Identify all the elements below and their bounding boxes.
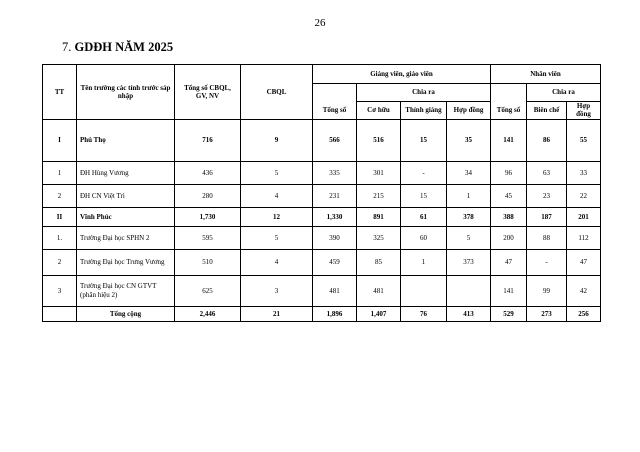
cell-lecturer-visiting: 15 — [401, 184, 447, 207]
header-staff-tenured: Biên chế — [527, 102, 567, 120]
cell-lecturer-total: 335 — [313, 161, 357, 184]
cell-lecturer-total: 1,896 — [313, 306, 357, 321]
cell-lecturer-visiting: 76 — [401, 306, 447, 321]
cell-lecturer-contract: 1 — [447, 184, 491, 207]
cell-staff-contract: 201 — [567, 207, 601, 226]
cell-cbql: 9 — [241, 119, 313, 161]
cell-staff-tenured: 63 — [527, 161, 567, 184]
cell-cbql: 5 — [241, 226, 313, 249]
cell-tt: 1 — [43, 161, 77, 184]
cell-school-name: Phú Thọ — [77, 119, 175, 161]
cell-tt: 3 — [43, 275, 77, 306]
cell-school-name: Trường Đại học SPHN 2 — [77, 226, 175, 249]
cell-staff-contract: 256 — [567, 306, 601, 321]
cell-total-staff: 716 — [175, 119, 241, 161]
header-lecturer-contract: Hợp đồng — [447, 102, 491, 120]
cell-tt: 1. — [43, 226, 77, 249]
cell-staff-contract: 47 — [567, 249, 601, 275]
cell-staff-contract: 42 — [567, 275, 601, 306]
cell-lecturer-contract: 34 — [447, 161, 491, 184]
cell-staff-total: 45 — [491, 184, 527, 207]
cell-total-staff: 510 — [175, 249, 241, 275]
cell-tt: 2 — [43, 249, 77, 275]
table-row — [43, 226, 601, 249]
cell-school-name: Vĩnh Phúc — [77, 207, 175, 226]
cell-total-staff: 625 — [175, 275, 241, 306]
cell-total-staff: 595 — [175, 226, 241, 249]
cell-school-name: Tổng cộng — [77, 306, 175, 321]
cell-school-name: ĐH CN Việt Trì — [77, 184, 175, 207]
table-row — [43, 207, 601, 226]
staff-table — [42, 64, 601, 322]
cell-lecturer-contract: 5 — [447, 226, 491, 249]
cell-staff-tenured: 273 — [527, 306, 567, 321]
cell-staff-contract: 33 — [567, 161, 601, 184]
cell-staff-total: 96 — [491, 161, 527, 184]
cell-school-name: Trường Đại học CN GTVT (phân hiệu 2) — [77, 275, 175, 306]
header-tt: TT — [43, 65, 77, 120]
cell-lecturer-contract — [447, 275, 491, 306]
cell-staff-total: 47 — [491, 249, 527, 275]
cell-school-name: Trường Đại học Trưng Vương — [77, 249, 175, 275]
cell-staff-tenured: 88 — [527, 226, 567, 249]
cell-staff-tenured: 23 — [527, 184, 567, 207]
section-number: 7. — [62, 40, 72, 54]
cell-tt: II — [43, 207, 77, 226]
cell-staff-total: 141 — [491, 119, 527, 161]
cell-lecturer-total: 231 — [313, 184, 357, 207]
cell-staff-tenured: 86 — [527, 119, 567, 161]
cell-staff-tenured: - — [527, 249, 567, 275]
table-row — [43, 119, 601, 161]
cell-lecturer-total: 481 — [313, 275, 357, 306]
cell-staff-total: 200 — [491, 226, 527, 249]
cell-tt: 2 — [43, 184, 77, 207]
cell-lecturer-permanent: 325 — [357, 226, 401, 249]
cell-lecturer-visiting: 61 — [401, 207, 447, 226]
cell-lecturer-permanent: 516 — [357, 119, 401, 161]
cell-staff-contract: 112 — [567, 226, 601, 249]
cell-staff-tenured: 99 — [527, 275, 567, 306]
cell-lecturer-visiting — [401, 275, 447, 306]
header-lecturers-group: Giảng viên, giáo viên — [313, 65, 491, 84]
cell-school-name: ĐH Hùng Vương — [77, 161, 175, 184]
section-heading: GDĐH NĂM 2025 — [74, 40, 174, 54]
cell-staff-total: 388 — [491, 207, 527, 226]
cell-tt: I — [43, 119, 77, 161]
cell-lecturer-contract: 378 — [447, 207, 491, 226]
cell-staff-tenured: 187 — [527, 207, 567, 226]
header-staff-group: Nhân viên — [491, 65, 601, 84]
cell-lecturer-permanent: 481 — [357, 275, 401, 306]
table-body — [43, 119, 601, 321]
cell-tt — [43, 306, 77, 321]
cell-lecturer-contract: 373 — [447, 249, 491, 275]
cell-cbql: 4 — [241, 249, 313, 275]
table-row — [43, 275, 601, 306]
cell-staff-total: 141 — [491, 275, 527, 306]
cell-lecturer-total: 566 — [313, 119, 357, 161]
cell-total-staff: 280 — [175, 184, 241, 207]
header-lecturer-breakdown: Chia ra — [357, 84, 491, 102]
cell-lecturer-permanent: 891 — [357, 207, 401, 226]
cell-lecturer-total: 459 — [313, 249, 357, 275]
cell-staff-total: 529 — [491, 306, 527, 321]
table-row — [43, 306, 601, 321]
cell-lecturer-permanent: 1,407 — [357, 306, 401, 321]
cell-total-staff: 2,446 — [175, 306, 241, 321]
header-lecturer-permanent: Cơ hữu — [357, 102, 401, 120]
header-cbql: CBQL — [241, 65, 313, 120]
cell-lecturer-visiting: 1 — [401, 249, 447, 275]
header-school: Tên trường các tỉnh trước sáp nhập — [77, 65, 175, 120]
header-total-staff: Tổng số CBQL, GV, NV — [175, 65, 241, 120]
cell-staff-contract: 55 — [567, 119, 601, 161]
header-staff-contract: Hợp đồng — [567, 102, 601, 120]
cell-cbql: 3 — [241, 275, 313, 306]
header-lecturer-total: Tổng số — [313, 84, 357, 120]
cell-lecturer-visiting: 15 — [401, 119, 447, 161]
table-row — [43, 249, 601, 275]
header-staff-total: Tổng số — [491, 84, 527, 120]
cell-cbql: 21 — [241, 306, 313, 321]
cell-lecturer-permanent: 85 — [357, 249, 401, 275]
section-title — [62, 40, 173, 55]
cell-cbql: 12 — [241, 207, 313, 226]
table-row — [43, 161, 601, 184]
cell-cbql: 4 — [241, 184, 313, 207]
cell-staff-contract: 22 — [567, 184, 601, 207]
table-row — [43, 184, 601, 207]
cell-lecturer-contract: 413 — [447, 306, 491, 321]
cell-lecturer-visiting: - — [401, 161, 447, 184]
cell-total-staff: 436 — [175, 161, 241, 184]
cell-lecturer-total: 390 — [313, 226, 357, 249]
page-number: 26 — [314, 17, 326, 29]
cell-lecturer-visiting: 60 — [401, 226, 447, 249]
cell-total-staff: 1,730 — [175, 207, 241, 226]
header-lecturer-visiting: Thỉnh giảng — [401, 102, 447, 120]
header-staff-breakdown: Chia ra — [527, 84, 601, 102]
cell-lecturer-permanent: 215 — [357, 184, 401, 207]
cell-lecturer-contract: 35 — [447, 119, 491, 161]
cell-lecturer-permanent: 301 — [357, 161, 401, 184]
cell-lecturer-total: 1,330 — [313, 207, 357, 226]
cell-cbql: 5 — [241, 161, 313, 184]
